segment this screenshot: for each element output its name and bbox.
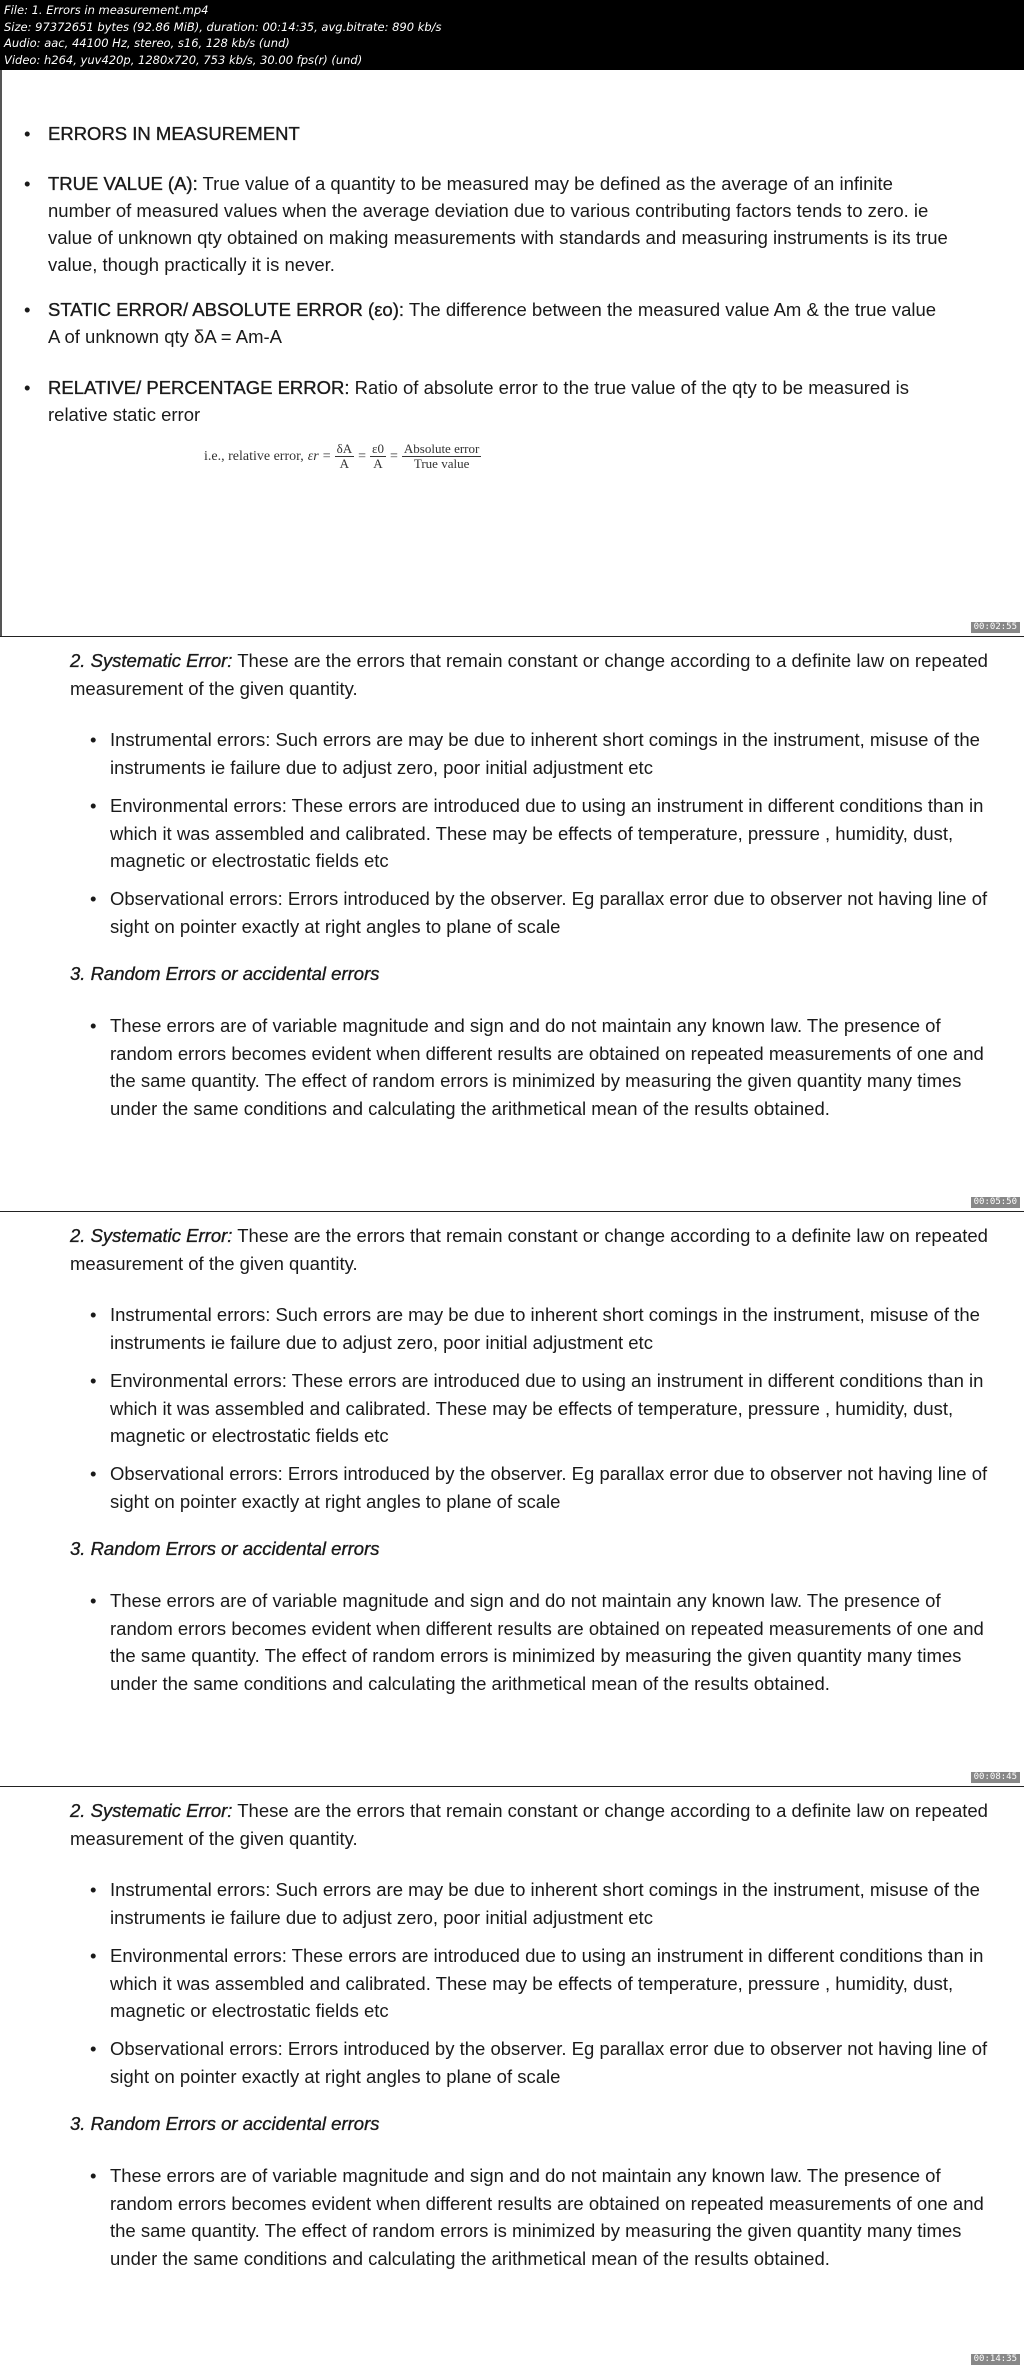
bullet-dot-icon: • xyxy=(24,299,31,320)
systematic-error-paragraph xyxy=(70,1222,1000,1278)
instrumental-errors-item xyxy=(90,1301,990,1356)
frame-timestamp: 00:05:50 xyxy=(971,1197,1020,1208)
bullet-dot-icon: • xyxy=(90,1945,97,1966)
frame-timestamp: 00:02:55 xyxy=(971,622,1020,633)
relative-error-formula xyxy=(204,442,481,471)
observational-errors-text: Observational errors: Errors introduced by the observer. Eg parallax error due to observer not having line of sight on pointer exactly at right angles to plane of scale xyxy=(110,2038,988,2087)
static-error-text: The difference between the measured value Am & the true value A of unknown qty xyxy=(48,299,937,347)
formula-symbol: εr xyxy=(307,448,319,464)
bullet-dot-icon: • xyxy=(90,1590,97,1611)
static-error-label: STATIC ERROR/ ABSOLUTE ERROR (εo): xyxy=(48,299,405,320)
true-value-label: TRUE VALUE (A): xyxy=(48,173,198,194)
file-info-line: Size: 97372651 bytes (92.86 MiB), duration: 00:14:35, avg.bitrate: 890 kb/s xyxy=(4,19,442,34)
environmental-errors-text: Environmental errors: These errors are introduced due to using an instrument in different conditions than in which it was assembled and calibrated. These may be effects of temperature, pressure , humidity, dust, magnetic or electrostatic fields etc xyxy=(110,1945,984,2021)
random-errors-text: These errors are of variable magnitude and sign and do not maintain any known law. The presence of random errors becomes evident when different results are obtained on repeated measurements of one and the same quantity. The effect of random errors is minimized by measuring the given quantity many times under the same conditions and calculating the arithmetical mean of the results obtained. xyxy=(110,1590,984,1694)
bullet-dot-icon: • xyxy=(90,1304,97,1325)
systematic-error-text: These are the errors that remain constant or change according to a definite law on repeated measurement of the given quantity. xyxy=(70,1800,988,1849)
video-frame-4 xyxy=(0,1786,1024,2368)
random-errors-text: These errors are of variable magnitude and sign and do not maintain any known law. The presence of random errors becomes evident when different results are obtained on repeated measurements of one and the same quantity. The effect of random errors is minimized by measuring the given quantity many times under the same conditions and calculating the arithmetical mean of the results obtained. xyxy=(110,2165,984,2269)
systematic-error-label: 2. Systematic Error: xyxy=(70,650,233,671)
environmental-errors-text: Environmental errors: These errors are introduced due to using an instrument in different conditions than in which it was assembled and calibrated. These may be effects of temperature, pressure , humidity, dust, magnetic or electrostatic fields etc xyxy=(110,795,984,871)
bullet-dot-icon: • xyxy=(90,888,97,909)
formula-equals: = xyxy=(358,448,367,464)
systematic-error-label: 2. Systematic Error: xyxy=(70,1225,233,1246)
bullet-dot-icon: • xyxy=(90,2038,97,2059)
fraction-numerator: Absolute error xyxy=(403,441,480,456)
frame-timestamp: 00:14:35 xyxy=(971,2354,1020,2365)
file-info-line: File: 1. Errors in measurement.mp4 xyxy=(4,3,209,17)
video-frame-2 xyxy=(0,636,1024,1211)
bullet-dot-icon: • xyxy=(90,2165,97,2186)
bullet-static-error xyxy=(24,296,948,350)
fraction-denominator: True value xyxy=(413,456,470,471)
formula-fraction xyxy=(370,442,386,471)
bullet-dot-icon: • xyxy=(90,1015,97,1036)
instrumental-errors-item xyxy=(90,726,990,781)
systematic-error-paragraph xyxy=(70,647,1000,703)
random-errors-heading: 3. Random Errors or accidental errors xyxy=(70,2113,380,2134)
random-errors-heading: 3. Random Errors or accidental errors xyxy=(70,963,380,984)
formula-prefix: i.e., relative error, xyxy=(204,448,304,464)
bullet-dot-icon: • xyxy=(24,173,31,194)
environmental-errors-item xyxy=(90,792,990,875)
environmental-errors-item xyxy=(90,1367,990,1450)
relative-error-text: Ratio of absolute error to the true value of the qty to be measured is relative static error xyxy=(48,377,909,425)
fraction-numerator: δA xyxy=(336,441,353,456)
static-error-formula: δA = Am-A xyxy=(194,326,282,347)
instrumental-errors-text: Instrumental errors: Such errors are may be due to inherent short comings in the instrument, misuse of the instruments ie failure due to adjust zero, poor initial adjustment etc xyxy=(110,1879,980,1928)
formula-fraction xyxy=(402,442,481,471)
relative-error-label: RELATIVE/ PERCENTAGE ERROR: xyxy=(48,377,350,398)
frame-timestamp: 00:08:45 xyxy=(971,1772,1020,1783)
bullet-heading xyxy=(24,120,948,147)
bullet-dot-icon: • xyxy=(90,729,97,750)
instrumental-errors-text: Instrumental errors: Such errors are may be due to inherent short comings in the instrument, misuse of the instruments ie failure due to adjust zero, poor initial adjustment etc xyxy=(110,729,980,778)
observational-errors-text: Observational errors: Errors introduced by the observer. Eg parallax error due to observer not having line of sight on pointer exactly at right angles to plane of scale xyxy=(110,1463,988,1512)
environmental-errors-item xyxy=(90,1942,990,2025)
observational-errors-item xyxy=(90,2035,990,2090)
file-info-header xyxy=(0,0,1024,70)
bullet-relative-error xyxy=(24,374,948,428)
file-info-line: Video: h264, yuv420p, 1280x720, 753 kb/s, 30.00 fps(r) (und) xyxy=(4,52,363,67)
systematic-error-label: 2. Systematic Error: xyxy=(70,1800,233,1821)
systematic-error-text: These are the errors that remain constant or change according to a definite law on repeated measurement of the given quantity. xyxy=(70,1225,988,1274)
true-value-text: True value of a quantity to be measured may be defined as the average of an infinite number of measured values when the average deviation due to various contributing factors tends to zero. ie value of unknown qty obtained on making measurements with standards and measuring instruments is its true value, though practically it is never. xyxy=(48,173,948,275)
random-errors-item xyxy=(90,1012,990,1122)
formula-fraction xyxy=(335,442,355,471)
video-frame-3 xyxy=(0,1211,1024,1786)
bullet-dot-icon: • xyxy=(24,123,31,144)
observational-errors-item xyxy=(90,885,990,940)
bullet-dot-icon: • xyxy=(90,1879,97,1900)
bullet-true-value xyxy=(24,170,948,278)
instrumental-errors-item xyxy=(90,1876,990,1931)
observational-errors-text: Observational errors: Errors introduced by the observer. Eg parallax error due to observer not having line of sight on pointer exactly at right angles to plane of scale xyxy=(110,888,988,937)
formula-equals: = xyxy=(389,448,398,464)
file-info-line: Audio: aac, 44100 Hz, stereo, s16, 128 kb/s (und) xyxy=(4,36,290,50)
systematic-error-text: These are the errors that remain constant or change according to a definite law on repeated measurement of the given quantity. xyxy=(70,650,988,699)
fraction-denominator: A xyxy=(339,456,350,471)
bullet-dot-icon: • xyxy=(90,1370,97,1391)
slide-heading: ERRORS IN MEASUREMENT xyxy=(48,123,300,144)
video-frame-1 xyxy=(0,70,1024,636)
random-errors-item xyxy=(90,1587,990,1697)
bullet-dot-icon: • xyxy=(90,1463,97,1484)
formula-equals: = xyxy=(322,448,331,464)
systematic-error-paragraph xyxy=(70,1797,1000,1853)
environmental-errors-text: Environmental errors: These errors are introduced due to using an instrument in different conditions than in which it was assembled and calibrated. These may be effects of temperature, pressure , humidity, dust, magnetic or electrostatic fields etc xyxy=(110,1370,984,1446)
fraction-denominator: A xyxy=(373,456,383,471)
random-errors-heading: 3. Random Errors or accidental errors xyxy=(70,1538,380,1559)
random-errors-text: These errors are of variable magnitude and sign and do not maintain any known law. The presence of random errors becomes evident when different results are obtained on repeated measurements of one and the same quantity. The effect of random errors is minimized by measuring the given quantity many times under the same conditions and calculating the arithmetical mean of the results obtained. xyxy=(110,1015,984,1119)
random-errors-item xyxy=(90,2162,990,2272)
instrumental-errors-text: Instrumental errors: Such errors are may be due to inherent short comings in the instrument, misuse of the instruments ie failure due to adjust zero, poor initial adjustment etc xyxy=(110,1304,980,1353)
bullet-dot-icon: • xyxy=(90,795,97,816)
bullet-dot-icon: • xyxy=(24,377,31,398)
fraction-numerator: ε0 xyxy=(372,441,384,456)
observational-errors-item xyxy=(90,1460,990,1515)
